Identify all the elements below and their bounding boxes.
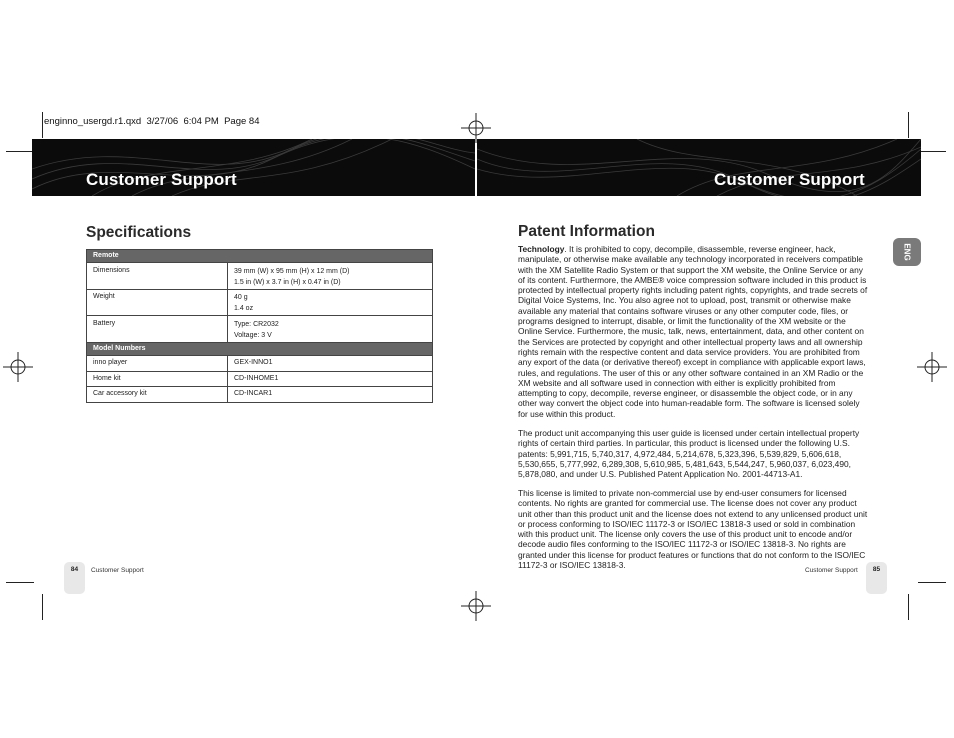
table-row: Battery Type: CR2032 Voltage: 3 V <box>87 316 433 343</box>
language-tab-label: ENG <box>902 243 912 261</box>
registration-mark-icon <box>461 591 491 621</box>
patent-paragraph-1 <box>518 244 868 419</box>
table-row: Weight 40 g 1.4 oz <box>87 290 433 316</box>
page-number-left: 84 <box>64 562 85 594</box>
footer-label-left: Customer Support <box>91 567 144 574</box>
patent-paragraph-3: This license is limited to private non-commercial use by end-user consumers for licensed contents. No rights are granted for commercial use. The license does not cover any product unit other than this product unit and the license does not extend to any unlicensed product unit or process conforming to ISO/IEC 11172-3 or ISO/IEC 13818-3 used or sold in combination with this product unit. The license only covers the use of this product unit to encode and/or decode audio files conforming to the ISO/IEC 11172-3 or ISO/IEC 13818-3. No rights are granted under this license for product features or functions that do not conform to the ISO/IEC 11172-3 or ISO/IEC 13818-3. <box>518 488 868 571</box>
footer-label-right: Customer Support <box>805 567 858 574</box>
language-tab <box>893 238 921 266</box>
table-section-header: Model Numbers <box>87 343 433 356</box>
page-number-right: 85 <box>866 562 887 594</box>
patent-paragraph-2: The product unit accompanying this user guide is licensed under certain intellectual property rights of certain third parties. In particular, this product is licensed under the following U.S. patents: 5,991,715, 5,740,317, 4,972,484, 5,214,678, 5,323,396, 5,539,829, 5,606,618, 5,530,655, 5,777,992, 6,289,308, 5,610,985, 5,481,643, 5,544,247, 5,960,037, 6,023,490, 5,878,080, and under U.S. Published Patent Application No. 2001-44713-A1. <box>518 428 860 480</box>
registration-mark-icon <box>917 352 947 382</box>
registration-mark-icon <box>3 352 33 382</box>
table-row: Car accessory kit CD-INCAR1 <box>87 387 433 403</box>
patent-heading: Patent Information <box>518 223 655 240</box>
specifications-heading: Specifications <box>86 224 192 241</box>
specifications-table <box>86 249 433 403</box>
table-section-header: Remote <box>87 250 433 263</box>
technology-label: Technology <box>518 244 565 254</box>
table-row: inno player GEX-INNO1 <box>87 356 433 372</box>
patent-paragraph-1-text: . It is prohibited to copy, decompile, disassemble, reverse engineer, hack, manipulate, or otherwise make available any technology incorporated in receivers compatible with the XM Satellite Radio System or that support the XM website, the Online Service or any of its content. Furthermore, the AMBE® voice compression software included in this product is protected by intellectual property rights including patent rights, copyrights, and trade secrets of Digital Voice Systems, Inc. You also agree not to upload, post, transmit or otherwise make available any material that contains software viruses or any other computer code, files, or programs designed to interrupt, disable, or limit the functionality of the XM website or the Online Service. Furthermore, the music, talk, news, entertainment, data, and other content on the Services are protected by copyright and other intellectual property laws and all ownership rights remain with the respective content and data service providers. You are prohibited from any export of the data (or derivative thereof) except in compliance with applicable export laws, rules, and regulations. The user of this or any other software contained in an XM Radio or the XM website and all software used in connection with either is explicitly prohibited from attempting to copy, decompile, reverse engineer, or disassemble the object code, or in any other way convert the object code into human-readable form. The software is licensed solely for use within this product. <box>518 244 868 419</box>
table-row: Home kit CD-INHOME1 <box>87 372 433 387</box>
table-row: Dimensions 39 mm (W) x 95 mm (H) x 12 mm (D) 1.5 in (W) x 3.7 in (H) x 0.47 in (D) <box>87 263 433 290</box>
header-title-right: Customer Support <box>714 170 865 189</box>
header-title-left: Customer Support <box>86 170 237 189</box>
file-slug: enginno_usergd.r1.qxd 3/27/06 6:04 PM Page 84 <box>44 116 260 127</box>
